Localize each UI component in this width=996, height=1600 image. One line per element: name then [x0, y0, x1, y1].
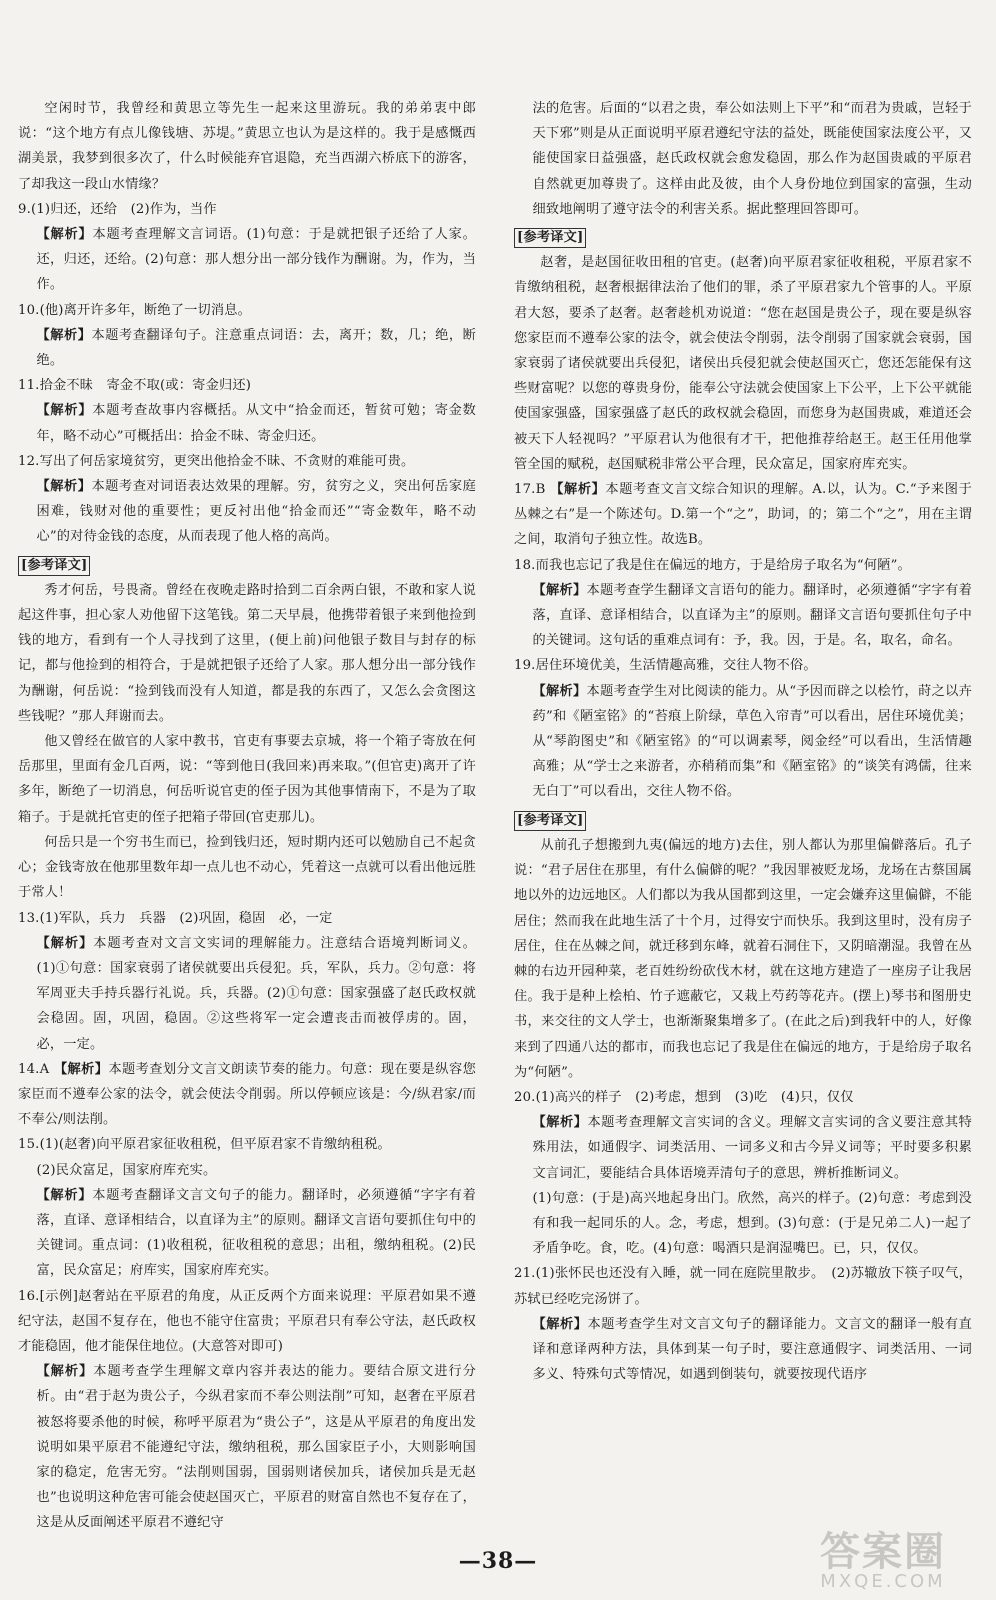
- answer-15-part2: (2)民众富足，国家府库充实。: [36, 1162, 217, 1178]
- answer-12: 12.写出了何岳家境贫穷，更突出他拾金不昧、不贪财的难能可贵。: [18, 453, 415, 469]
- translation-paragraph: 他又曾经在做官的人家中教书，官吏有事要去京城，将一个箱子寄放在何岳那里，里面有金几百两，说：“等到他日(我回来)再来取。”(但官吏)离开了许多年，断绝了一切消息，何岳听说官吏的侄子因为其他事情南下，不是为了取箱子。于是就托官吏的侄子把箱子带回(官吏那儿)。: [18, 734, 476, 825]
- answer-14: [18, 1057, 476, 1133]
- translation-paragraph: 何岳只是一个穷书生而已，捡到钱归还，短时期内还可以勉励自己不起贪心；金钱寄放在他那里数年却一点儿也不动心，凭着这一点就可以看出他远胜于常人！: [18, 834, 476, 901]
- analysis-tag: 【解析】: [532, 1115, 588, 1131]
- analysis-tag: 【解析】: [53, 1061, 109, 1077]
- answer-9: 9.(1)归还，还给 (2)作为，当作: [18, 201, 217, 217]
- translation-paragraph: 秀才何岳，号畏斋。曾经在夜晚走路时拾到二百余两白银，不敢和家人说起这件事，担心家人劝他留下这笔钱。第二天早晨，他携带着银子来到他捡到钱的地方，看到有一个人寻找到了这里，(便上前)问他银子数目与封存的标记，都与他捡到的相符合，于是就把银子还给了人家。那人想分出一部分钱作为酬谢，何岳说：“捡到钱而没有人知道，都是我的东西了，又怎么会贪图这些钱呢？”那人拜谢而去。: [18, 582, 476, 724]
- analysis-text: 本题考查学生对文言文句子的翻译能力。文言文的翻译一般有直译和意译两种方法，具体到某一句子时，要注意通假字、词类活用、一词多义、特殊句式等情况，如遇到倒装句，就要按现代语序: [532, 1316, 972, 1383]
- answer-16: 16.[示例]赵奢站在平原君的角度，从正反两个方面来说理：平原君如果不遵纪守法，赵国不复存在，他也不能守住富贵；平原君只有奉公守法，赵氏政权才能稳固，他才能保住地位。(大意答对即可): [18, 1288, 476, 1354]
- analysis-tag: 【解析】: [532, 582, 587, 598]
- analysis-18: [514, 578, 972, 654]
- analysis-tag: 【解析】: [550, 482, 606, 498]
- watermark-logo: [790, 1529, 976, 1592]
- analysis-text: 本题考查学生理解文章内容并表达的能力。要结合原文进行分析。由“君于赵为贵公子，今纵君家而不奉公则法削”可知，赵奢在平原君被怒将要杀他的时候，称呼平原君为“贵公子”，这是从平原君的角度出发说明如果平原君不能遵纪守法，缴纳租税，那么国家臣子小，大则影响国家的稳定，危害无穷。“法削则国弱，国弱则诸侯加兵，诸侯加兵是无赵也”也说明这种危害可能会使赵国灭亡，平原君的财富自然也不复存在了，这是从反面阐述平原君不遵纪守: [36, 1364, 476, 1531]
- analysis-20: [514, 1110, 972, 1186]
- right-column: [514, 96, 972, 1387]
- analysis-tag: 【解析】: [532, 683, 587, 699]
- answer-14-choice: 14.A: [18, 1061, 50, 1077]
- analysis-text: 本题考查划分文言文朗读节奏的能力。句意：现在要是纵容您家臣而不遵奉公家的法令，就会使法令削弱。所以停顿应该是：今/纵君家/而不奉公/则法削。: [18, 1061, 476, 1128]
- answer-15: 15.(1)(赵奢)向平原君家征收租税，但平原君家不肯缴纳租税。: [18, 1137, 391, 1153]
- analysis-tag: 【解析】: [532, 1316, 588, 1332]
- analysis-text: 本题考查理解文言实词的含义。理解文言实词的含义要注意其特殊用法，如通假字、词类活用、一词多义和古今异义词等；平时要多积累文言词汇，要能结合具体语境弄清句子的意思，辨析推断词义。: [532, 1115, 972, 1181]
- analysis-tag: 【解析】: [36, 403, 93, 419]
- answer-17: [514, 477, 972, 553]
- answer-19: 19.居住环境优美，生活情趣高雅，交往人物不俗。: [514, 658, 817, 674]
- reference-translation-label: [参考译文]: [514, 811, 586, 831]
- watermark-url: MXQE.COM: [820, 1571, 946, 1592]
- analysis-10: [18, 323, 476, 373]
- analysis-tag: 【解析】: [36, 1187, 93, 1203]
- watermark-text: 答案圈: [820, 1529, 946, 1575]
- answer-11: 11.拾金不昧 寄金不取(或：寄金归还): [18, 378, 252, 394]
- analysis-9: [18, 222, 476, 298]
- translation-paragraph: 赵奢，是赵国征收田租的官吏。(赵奢)向平原君家征收租税，平原君家不肯缴纳租税，赵奢根据律法治了他们的罪，杀了平原君家九个管事的人。平原君大怒，要杀了赵奢。赵奢趁机劝说道：“您在赵国是贵公子，现在要是纵容您家臣而不遵奉公家的法令，就会使法令削弱，法令削弱了国家就会衰弱，国家衰弱了诸侯就要出兵侵犯，诸侯出兵侵犯就会使赵国灭亡，您还怎能保有这些财富呢？以您的尊贵身份，能奉公守法就会使国家上下公平，上下公平就能使国家强盛，国家强盛了赵氏的政权就会稳固，而您身为赵国贵戚，难道还会被天下人轻视吗？”平原君认为他很有才干，把他推荐给赵王。赵王任用他掌管全国的赋税，赵国赋税非常公平合理，民众富足，国家府库充实。: [514, 255, 972, 472]
- translation-paragraph: 从前孔子想搬到九夷(偏远的地方)去住，别人都认为那里偏僻落后。孔子说：“君子居住在那里，有什么偏僻的呢？”我因罪被贬龙场，龙场在古蔡国属地以外的边远地区。人们都以为我从国都到这里，一定会嫌弃这里偏僻，不能居住；然而我在此地生活了十个月，过得安宁而快乐。我到这里时，没有房子居住，住在丛棘之间，就迁移到东峰，就着石洞住下，又阴暗潮湿。我曾在丛棘的右边开园种菜，老百姓纷纷砍伐木材，就在这地方建造了一座房子让我居住。我于是种上桧柏、竹子遮蔽它，又栽上芍药等花卉。(摆上)琴书和图册史书，来交往的文人学士，也渐渐聚集增多了。(在此之后)到我轩中的人，好像来到了四通八达的都市，而我也忘记了我是住在偏远的地方，于是给房子取名为“何陋”。: [514, 837, 972, 1080]
- analysis-text: 本题考查翻译句子。注意重点词语：去，离开；数，几；绝，断绝。: [36, 327, 476, 369]
- analysis-tag: 【解析】: [36, 935, 94, 951]
- analysis-text: 本题考查故事内容概括。从文中“拾金而还，暂贫可勉；寄金数年，略不动心”可概括出：拾金不昧、寄金归还。: [36, 403, 476, 444]
- reference-translation-label: [参考译文]: [514, 228, 586, 248]
- answer-21: 21.(1)张怀民也还没有入睡，就一同在庭院里散步。 (2)苏辙放下筷子叹气，苏轼已经吃完汤饼了。: [514, 1266, 972, 1307]
- analysis-tag: 【解析】: [36, 327, 92, 343]
- analysis-15: [18, 1183, 476, 1284]
- analysis-text: 本题考查学生翻译文言语句的能力。翻译时，必须遵循“字字有着落，直译、意译相结合，以直译为主”的原则。翻译文言语句要抓住句子中的关键词。这句话的重难点词有：予，我。因，于是。名，取名，命名。: [532, 582, 972, 649]
- reference-translation-label: [参考译文]: [18, 556, 90, 576]
- analysis-tag: 【解析】: [36, 227, 93, 243]
- translation-paragraph: 空闲时节，我曾经和黄思立等先生一起来这里游玩。我的弟弟衷中郎说：“这个地方有点儿像钱塘、苏堤。”黄思立也认为是这样的。我于是感慨西湖美景，我梦到很多次了，什么时候能弃官退隐，充当西湖六桥底下的游客，了却我这一段山水情缘？: [18, 101, 476, 192]
- reference-translation-heading: [514, 808, 972, 833]
- analysis-12: [18, 474, 476, 550]
- answer-18: 18.而我也忘记了我是住在偏远的地方，于是给房子取名为“何陋”。: [514, 557, 911, 573]
- analysis-tag: 【解析】: [36, 479, 92, 495]
- analysis-text: 本题考查理解文言词语。(1)句意：于是就把银子还给了人家。还，归还，还给。(2)句意：那人想分出一部分钱作为酬谢。为，作为，当作。: [36, 227, 476, 293]
- analysis-11: [18, 398, 476, 448]
- answer-17-choice: 17.B: [514, 482, 546, 498]
- page-number: —38—: [458, 1548, 538, 1574]
- reference-translation-heading: [514, 225, 972, 250]
- analysis-text: 本题考查学生对比阅读的能力。从“予因而辟之以桧竹，莳之以卉药”和《陋室铭》的“苔痕上阶绿，草色入帘青”可以看出，居住环境优美；从“琴韵图史”和《陋室铭》的“可以调素琴，阅金经”可以看出，生活情趣高雅；从“学士之来游者，亦稍稍而集”和《陋室铭》的“谈笑有鸿儒，往来无白丁”可以看出，交往人物不俗。: [532, 683, 972, 800]
- analysis-text: 本题考查翻译文言文句子的能力。翻译时，必须遵循“字字有着落，直译、意译相结合，以直译为主”的原则。翻译文言语句要抓住句中的关键词。重点词：(1)收租税，征收租税的意思；出租，缴纳租税。(2)民富，民众富足；府库实，国家府库充实。: [36, 1187, 476, 1279]
- left-column: [18, 96, 476, 1536]
- answer-10: 10.(他)离开许多年，断绝了一切消息。: [18, 302, 252, 318]
- analysis-tag: 【解析】: [36, 1364, 94, 1380]
- analysis-text: 本题考查文言文综合知识的理解。A.以，认为。C.“予来图于丛棘之右”是一个陈述句。D.第一个“之”，助词，的；第二个“之”，用在主谓之间，取消句子独立性。故选B。: [514, 482, 972, 548]
- analysis-21: [514, 1312, 972, 1388]
- analysis-16: [18, 1359, 476, 1535]
- analysis-text: 本题考查对文言文实词的理解能力。注意结合语境判断词义。(1)①句意：国家衰弱了诸侯就要出兵侵犯。兵，军队，兵力。②句意：将军周亚夫手持兵器行礼说。兵，兵器。(2)①句意：国家强盛了赵氏政权就会稳固。固，巩固，稳固。②这些将军一定会遭丧击而被俘虏的。固，必，一定。: [36, 935, 476, 1052]
- reference-translation-heading: [18, 553, 476, 578]
- answer-20: 20.(1)高兴的样子 (2)考虑，想到 (3)吃 (4)只，仅仅: [514, 1089, 854, 1105]
- analysis-13: [18, 931, 476, 1057]
- analysis-text: 本题考查对词语表达效果的理解。穷，贫穷之义，突出何岳家庭困难，钱财对他的重要性；更反衬出他“拾金而还”“寄金数年，略不动心”的对待金钱的态度，从而表现了他人格的高尚。: [36, 479, 476, 545]
- analysis-16-continued: 法的危害。后面的“以君之贵，奉公如法则上下平”和“而君为贵戚，岂轻于天下邪”则是从正面说明平原君遵纪守法的益处，既能使国家法度公平，又能使国家日益强盛，赵氏政权就会愈发稳固，那么作为赵国贵戚的平原君自然就更加尊贵了。这样由此及彼，由个人身份地位到国家的富强，生动细致地阐明了遵守法令的利害关系。据此整理回答即可。: [532, 101, 972, 217]
- answer-13: 13.(1)军队，兵力 兵器 (2)巩固，稳固 必，一定: [18, 910, 333, 926]
- analysis-20-sentences: (1)句意：(于是)高兴地起身出门。欣然，高兴的样子。(2)句意：考虑到没有和我一起同乐的人。念，考虑，想到。(3)句意：(于是兄弟二人)一起了矛盾争吃。食，吃。(4)句意：喝酒只是润湿嘴巴。已，只，仅仅。: [532, 1190, 972, 1257]
- analysis-19: [514, 679, 972, 805]
